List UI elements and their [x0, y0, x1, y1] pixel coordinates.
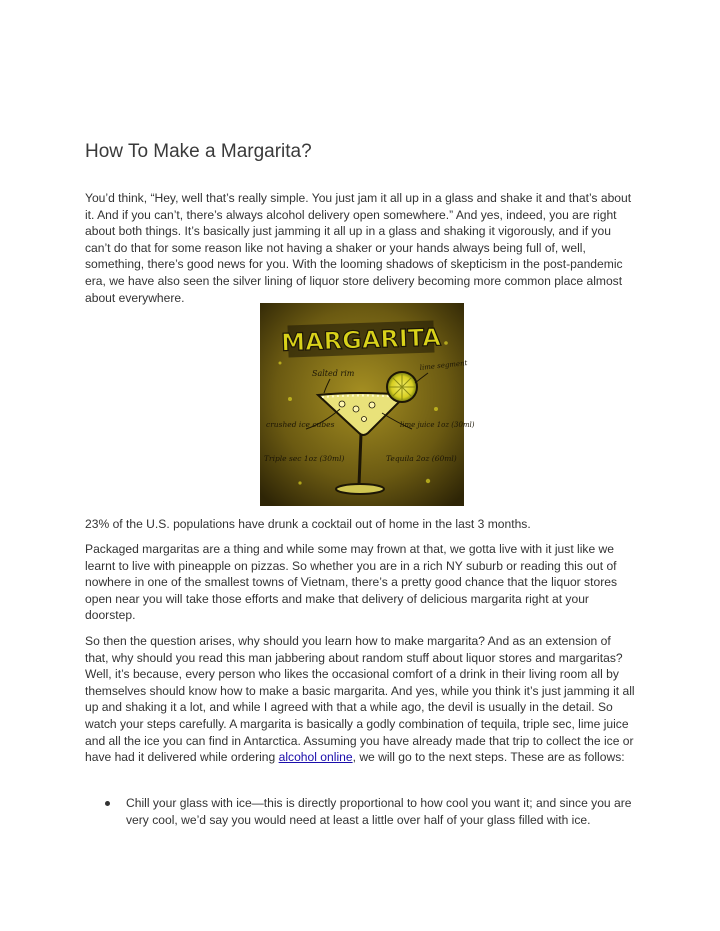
list-item [85, 795, 637, 828]
alcohol-online-link[interactable]: alcohol online [278, 750, 353, 765]
label-crushed-ice: crushed ice cubes [266, 420, 335, 429]
margarita-illustration [260, 303, 475, 506]
label-lime-segment: lime segment [419, 359, 468, 372]
step-chill-glass: Chill your glass with ice—this is directly proportional to how cool you want it; and since you are very cool, we’d say you would need at least a little over half of your glass filled with ice. [126, 796, 632, 827]
why-learn-text-after-link: , we will go to the next steps. These are as follows: [352, 750, 625, 765]
steps-list [85, 795, 637, 828]
intro-paragraph: You’d think, “Hey, well that’s really simple. You just jam it all up in a glass and shake it and that’s about it. And if you can’t, there’s always alcohol delivery open somewhere.” And yes, indeed, you are right about both things. It’s basically just jamming it all up in a glass and shaking it vigorously, and if you can’t do that for some reason like not having a shaker or your hands always being full of, well, something, there’s good news for you. With the looming shadows of skepticism in the post-pandemic era, we have also seen the silver lining of liquor store delivery becoming more common place almost about everywhere. [85, 191, 632, 305]
label-tequila: Tequila 2oz (60ml) [386, 454, 457, 463]
why-learn-paragraph [85, 633, 637, 766]
label-salted-rim: Salted rim [312, 369, 355, 378]
label-triple-sec: Triple sec 1oz (30ml) [264, 454, 345, 463]
label-lime-juice: lime juice 1oz (30ml) [400, 421, 475, 429]
lime-wheel-drawing [387, 372, 417, 402]
why-learn-text-before-link: So then the question arises, why should you learn how to make margarita? And as an extension of that, why should you read this man jabbering about random stuff about liquor stores and margaritas? Well, it’s because, every person who likes the occasional comfort of a drink in their living room all by themselves should know how to make a basic margarita. And yes, while you think it’s just jamming it all up and shaking it a lot, and while I agreed with that a while ago, the devil is usually in the detail. So watch your steps carefully. A margarita is basically a godly combination of tequila, triple sec, lime juice and all the ice you can find in Antarctica. Assuming you have already made that trip to collect the ice or have had it delivered while ordering [85, 634, 635, 765]
margarita-illustration-svg [260, 303, 475, 506]
bullet-icon [105, 801, 110, 806]
statistic-paragraph: 23% of the U.S. populations have drunk a cocktail out of home in the last 3 months. [85, 517, 531, 531]
page-title: How To Make a Margarita? [85, 141, 312, 162]
packaged-margaritas-paragraph: Packaged margaritas are a thing and while some may frown at that, we gotta live with it just like we learnt to live with pineapple on pizzas. So whether you are in a rich NY suburb or reading this out of nowhere in one of the smallest towns of Vietnam, there’s a pretty good chance that the liquor stores open near you will take those efforts and make that delivery of delicious margarita right at your doorstep. [85, 542, 617, 623]
illustration-heading: MARGARITA [280, 323, 442, 357]
